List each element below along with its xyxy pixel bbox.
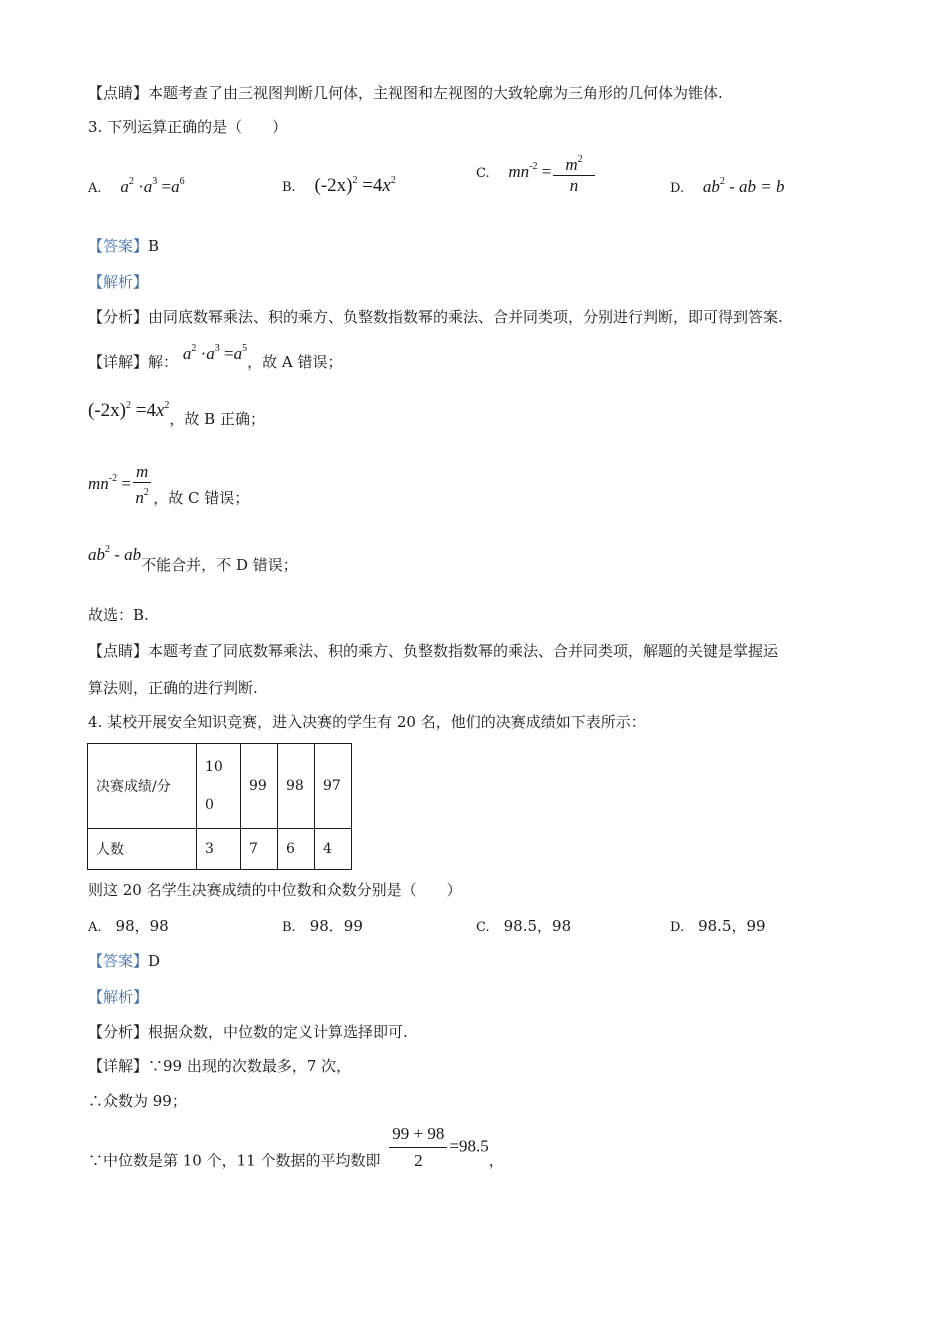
q3-option-a [88, 176, 185, 197]
answer-value: B [148, 237, 160, 255]
q3-stem: 3. 下列运算正确的是（ ） [88, 118, 288, 136]
q3-option-b [282, 175, 396, 197]
table-score-100: 10 0 [197, 744, 241, 829]
q3-option-b-expr: $(-2x)^2 =4x^2$ [314, 175, 396, 196]
q4-option-b: B. 98．99 [282, 917, 363, 935]
q3-analysis-tag: 【解析】 [88, 273, 149, 291]
table-count-cell: 4 [315, 829, 352, 870]
q4-option-c: C. 98.5，98 [476, 917, 572, 935]
table-score-cell: 97 [315, 744, 352, 829]
q3-step1: 【详解】解： $a^2 \cdot a^3 =a^5$，故 A 错误； [88, 343, 343, 371]
answer-tag: 【答案】 [88, 237, 149, 255]
answer-value: D [148, 952, 161, 970]
q3-step1-expr: $a^2 \cdot a^3 =a^5$ [182, 343, 248, 363]
table-row [88, 829, 352, 870]
table-header-cell: 决赛成绩/分 [88, 744, 197, 829]
dianjing-tag: 【点睛】 [88, 84, 149, 102]
q3-step2: $(-2x)^2 =4x^2$，故 B 正确； [88, 400, 265, 428]
answer-tag: 【答案】 [88, 952, 149, 970]
q3-choose: 故选：B. [88, 606, 149, 624]
q4-step2: ∴众数为 99； [88, 1092, 187, 1110]
top-dianjing-note [88, 83, 723, 103]
q3-option-a-label: A. [88, 181, 102, 196]
q3-step4-expr: $ab^2$ - ab [88, 544, 142, 564]
q3-option-d-expr: $ab^2$ - ab = b [702, 176, 785, 196]
q3-dianjing-2: 算法则，正确的进行判断. [88, 679, 258, 697]
q3-fenxi: 【分析】由同底数幂乘法、积的乘方、负整数指数幂的乘法、合并同类项，分别进行判断，即可得到答案. [88, 308, 783, 326]
q3-option-d-label: D. [670, 181, 685, 196]
q3-option-c [476, 150, 597, 196]
median-fraction: $\frac{99 + 98}{2}$ [389, 1124, 447, 1171]
q3-option-c-label: C. [476, 165, 490, 181]
dianjing-text: 本题考查了由三视图判断几何体，主视图和左视图的大致轮廓为三角形的几何体为锥体. [148, 84, 723, 102]
q3-step4: $ab^2$ - ab不能合并，不 D 错误； [88, 544, 298, 574]
table-count-cell: 7 [241, 829, 278, 870]
q3-dianjing-1: 【点睛】本题考查了同底数幂乘法、积的乘方、负整数指数幂的乘法、合并同类项，解题的关键是掌握运 [88, 642, 779, 660]
q4-step3: ∵中位数是第 10 个，11 个数据的平均数即 $\frac{99 + 98}{2}$ =98.5， [88, 1124, 504, 1170]
q3-option-a-expr: $a^2 \cdot a^3 =a^6$ [120, 176, 185, 196]
table-row [88, 744, 352, 829]
q3-step3-expr: $mn^{-2}$ = $\frac{m}{n^2}$ [88, 474, 153, 493]
q4-step1: 【详解】∵99 出现的次数最多，7 次， [88, 1057, 352, 1075]
table-score-cell: 99 [241, 744, 278, 829]
table-count-cell: 3 [197, 829, 241, 870]
q3-step3: $mn^{-2}$ = $\frac{m}{n^2}$ ，故 C 错误； [88, 462, 250, 507]
table-score-cell: 98 [278, 744, 315, 829]
q4-option-a: A. 98，98 [88, 917, 169, 935]
q4-answer [88, 951, 160, 971]
q3-option-d [670, 176, 785, 197]
q3-option-b-label: B. [282, 180, 296, 195]
q3-answer [88, 236, 159, 256]
table-row-label: 人数 [88, 829, 197, 870]
q4-option-d: D. 98.5，99 [670, 917, 766, 935]
q3-step2-expr: $(-2x)^2 =4x^2$ [88, 400, 170, 421]
q3-option-c-expr: $mn^{-2}$ = $\frac{m^2}{n}$ [508, 162, 596, 181]
table-count-cell: 6 [278, 829, 315, 870]
q4-question: 则这 20 名学生决赛成绩的中位数和众数分别是（ ） [88, 881, 462, 899]
q4-stem: 4. 某校开展安全知识竞赛，进入决赛的学生有 20 名，他们的决赛成绩如下表所示： [88, 713, 646, 731]
q4-fenxi: 【分析】根据众数，中位数的定义计算选择即可. [88, 1023, 408, 1041]
q4-analysis-tag: 【解析】 [88, 988, 149, 1006]
score-table [87, 743, 352, 870]
